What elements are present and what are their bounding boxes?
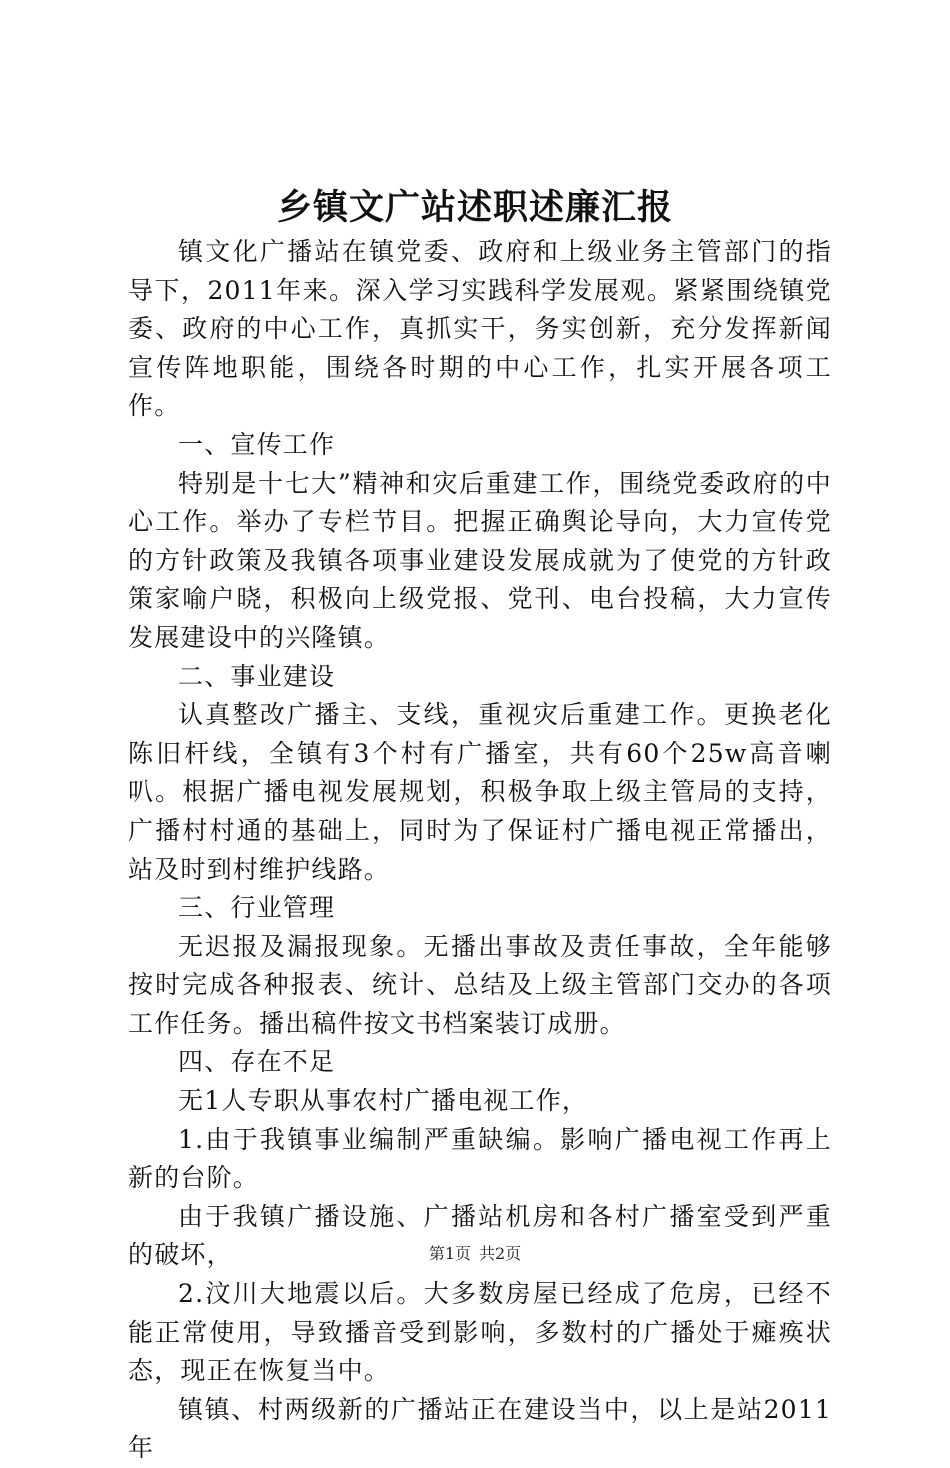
paragraph-shortcoming-1: 1.由于我镇事业编制严重缺编。影响广播电视工作再上新的台阶。 bbox=[128, 1124, 832, 1193]
paragraph-construction: 认真整改广播主、支线，重视灾后重建工作。更换老化陈旧杆线，全镇有3个村有广播室，共有60个25w高音喇叭。根据广播电视发展规划，积极争取上级主管局的支持，广播村村通的基础上，同时为了保证村广播电视正常播出，站及时到村维护线路。 bbox=[128, 700, 832, 884]
page-number: 第1页 bbox=[428, 1244, 471, 1263]
paragraph-intro: 镇文化广播站在镇党委、政府和上级业务主管部门的指导下，2011年来。深入学习实践科学发展观。紧紧围绕镇党委、政府的中心工作，真抓实干，务实创新，充分发挥新闻宣传阵地职能，围绕各时期的中心工作，扎实开展各项工作。 bbox=[128, 237, 832, 421]
paragraph-shortcoming-staff: 无1人专职从事农村广播电视工作， bbox=[178, 1086, 589, 1116]
page-footer bbox=[0, 1243, 950, 1265]
paragraph-closing: 镇镇、村两级新的广播站正在建设当中，以上是站2011年 bbox=[128, 1394, 832, 1463]
section-heading-publicity: 一、宣传工作 bbox=[178, 429, 336, 459]
document-body bbox=[128, 233, 832, 1468]
paragraph-shortcoming-2: 2.汶川大地震以后。大多数房屋已经成了危房，已经不能正常使用，导致播音受到影响，多数村的广播处于瘫痪状态，现正在恢复当中。 bbox=[128, 1279, 832, 1386]
document-title: 乡镇文广站述职述廉汇报 bbox=[276, 187, 673, 228]
paragraph-management: 无迟报及漏报现象。无播出事故及责任事故，全年能够按时完成各种报表、统计、总结及上级主管部门交办的各项工作任务。播出稿件按文书档案装订成册。 bbox=[128, 931, 832, 1038]
section-heading-shortcomings: 四、存在不足 bbox=[178, 1047, 336, 1077]
section-heading-construction: 二、事业建设 bbox=[178, 661, 336, 691]
page-total: 共2页 bbox=[479, 1244, 522, 1263]
paragraph-publicity: 特别是十七大”精神和灾后重建工作，围绕党委政府的中心工作。举办了专栏节目。把握正确舆论导向，大力宣传党的方针政策及我镇各项事业建设发展成就为了使党的方针政策家喻户晓，积极向上级党报、党刊、电台投稿，大力宣传发展建设中的兴隆镇。 bbox=[128, 468, 832, 652]
section-heading-management: 三、行业管理 bbox=[178, 893, 336, 923]
paragraph-shortcoming-facilities: 由于我镇广播设施、广播站机房和各村广播室受到严重的破坏， bbox=[128, 1201, 832, 1270]
